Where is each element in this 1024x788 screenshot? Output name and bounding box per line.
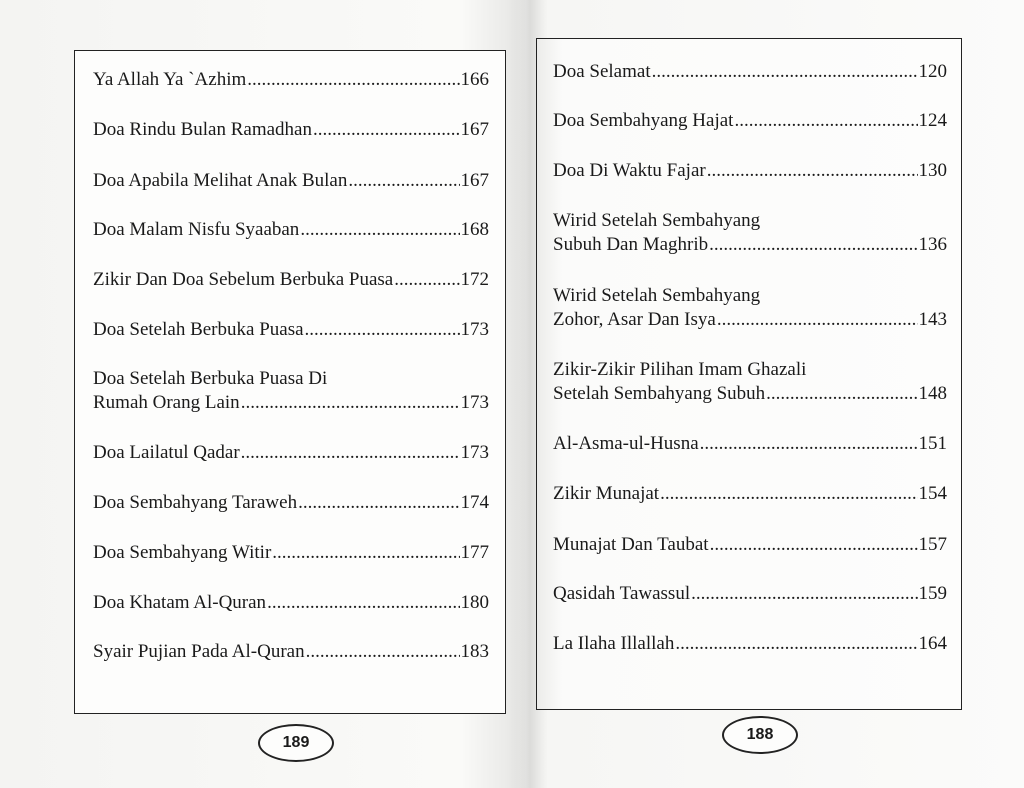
toc-entry-title-line2: Rumah Orang Lain (93, 392, 240, 413)
toc-entry (553, 432, 947, 456)
toc-entry-page: 168 (460, 219, 489, 240)
toc-entry-page: 151 (918, 433, 947, 454)
toc-entry-page: 124 (918, 110, 947, 131)
toc-entry-title: Doa Sembahyang Hajat (553, 110, 734, 131)
toc-entry (93, 640, 489, 664)
toc-leader-dots (300, 218, 459, 242)
toc-entry-page: 167 (460, 119, 489, 140)
toc-entry-title: Munajat Dan Taubat (553, 534, 709, 555)
toc-entry (553, 582, 947, 606)
right-page (512, 0, 1024, 788)
toc-entry-title: Doa Sembahyang Witir (93, 542, 272, 563)
toc-leader-dots (298, 491, 459, 515)
toc-leader-dots (272, 541, 459, 565)
toc-entry (93, 491, 489, 515)
toc-entry-page: 143 (918, 309, 947, 330)
toc-entry-page: 173 (460, 392, 489, 413)
toc-entry-title: Doa Apabila Melihat Anak Bulan (93, 170, 348, 191)
toc-leader-dots (700, 432, 918, 456)
toc-entry-page: 183 (460, 641, 489, 662)
toc-leader-dots (691, 582, 917, 606)
toc-entry (553, 632, 947, 656)
toc-entry (553, 109, 947, 133)
toc-entry-title: Doa Setelah Berbuka Puasa (93, 319, 304, 340)
toc-entry-page: 136 (918, 234, 947, 255)
toc-entry (553, 60, 947, 84)
toc-entry-page: 173 (460, 319, 489, 340)
toc-leader-dots (675, 632, 917, 656)
toc-leader-dots (766, 382, 917, 406)
toc-entry (93, 118, 489, 142)
toc-entry-page: 148 (918, 383, 947, 404)
toc-entry-title-line2: Zohor, Asar Dan Isya (553, 309, 716, 330)
toc-entry-title: Qasidah Tawassul (553, 583, 691, 604)
page-number-badge: 188 (722, 716, 798, 754)
toc-entry (93, 591, 489, 615)
toc-entry (553, 284, 947, 332)
toc-entry (93, 68, 489, 92)
page-number-badge: 189 (258, 724, 334, 762)
toc-leader-dots (734, 109, 917, 133)
toc-entry-title: Doa Khatam Al-Quran (93, 592, 267, 613)
toc-entry-title: Syair Pujian Pada Al-Quran (93, 641, 305, 662)
toc-entry (93, 218, 489, 242)
toc-entry-title-line2: Setelah Sembahyang Subuh (553, 383, 766, 404)
toc-entry-page: 173 (460, 442, 489, 463)
toc-entry-title: Doa Lailatul Qadar (93, 442, 240, 463)
toc-entry (93, 318, 489, 342)
toc-leader-dots (247, 68, 459, 92)
toc-entry (93, 367, 489, 415)
toc-entry-title: Doa Setelah Berbuka Puasa Di (93, 368, 328, 389)
toc-entry-title: Zikir-Zikir Pilihan Imam Ghazali (553, 359, 807, 380)
toc-leader-dots (306, 640, 460, 664)
toc-leader-dots (394, 268, 459, 292)
toc-leader-dots (313, 118, 460, 142)
toc-leader-dots (717, 308, 918, 332)
toc-leader-dots (707, 159, 918, 183)
toc-entry-page: 177 (460, 542, 489, 563)
toc-entry (553, 358, 947, 406)
toc-entry (553, 533, 947, 557)
toc-entry (553, 482, 947, 506)
toc-entry-page: 159 (918, 583, 947, 604)
toc-entry-page: 172 (460, 269, 489, 290)
toc-entry-title: Doa Malam Nisfu Syaaban (93, 219, 300, 240)
toc-entry (553, 159, 947, 183)
toc-entry (553, 209, 947, 257)
toc-leader-dots (241, 391, 460, 415)
toc-entry-title: Al-Asma-ul-Husna (553, 433, 699, 454)
toc-entry-page: 120 (918, 61, 947, 82)
toc-entry-title: Ya Allah Ya `Azhim (93, 69, 247, 90)
toc-entry-page: 157 (918, 534, 947, 555)
toc-leader-dots (267, 591, 459, 615)
toc-entry-title: Doa Selamat (553, 61, 651, 82)
toc-entry (93, 268, 489, 292)
toc-leader-dots (652, 60, 918, 84)
toc-leader-dots (660, 482, 917, 506)
right-toc-box (536, 38, 962, 710)
toc-entry-page: 154 (918, 483, 947, 504)
toc-entry-title: Doa Di Waktu Fajar (553, 160, 706, 181)
toc-entry-title: Zikir Munajat (553, 483, 660, 504)
toc-entry-page: 180 (460, 592, 489, 613)
toc-entry-page: 166 (460, 69, 489, 90)
toc-entry (93, 169, 489, 193)
toc-entry-page: 174 (460, 492, 489, 513)
toc-leader-dots (305, 318, 460, 342)
toc-entry-title: Zikir Dan Doa Sebelum Berbuka Puasa (93, 269, 394, 290)
toc-entry-title: Doa Rindu Bulan Ramadhan (93, 119, 312, 140)
toc-leader-dots (348, 169, 459, 193)
toc-leader-dots (709, 233, 917, 257)
toc-entry-page: 130 (918, 160, 947, 181)
toc-entry-title: La Ilaha Illallah (553, 633, 675, 654)
toc-entry-title-line2: Subuh Dan Maghrib (553, 234, 709, 255)
toc-entry-title: Wirid Setelah Sembahyang (553, 210, 761, 231)
toc-leader-dots (241, 441, 460, 465)
toc-entry (93, 441, 489, 465)
left-toc-box (74, 50, 506, 714)
toc-leader-dots (710, 533, 918, 557)
toc-entry-title: Wirid Setelah Sembahyang (553, 285, 761, 306)
toc-entry-page: 167 (460, 170, 489, 191)
toc-entry (93, 541, 489, 565)
toc-entry-title: Doa Sembahyang Taraweh (93, 492, 298, 513)
toc-entry-page: 164 (918, 633, 947, 654)
